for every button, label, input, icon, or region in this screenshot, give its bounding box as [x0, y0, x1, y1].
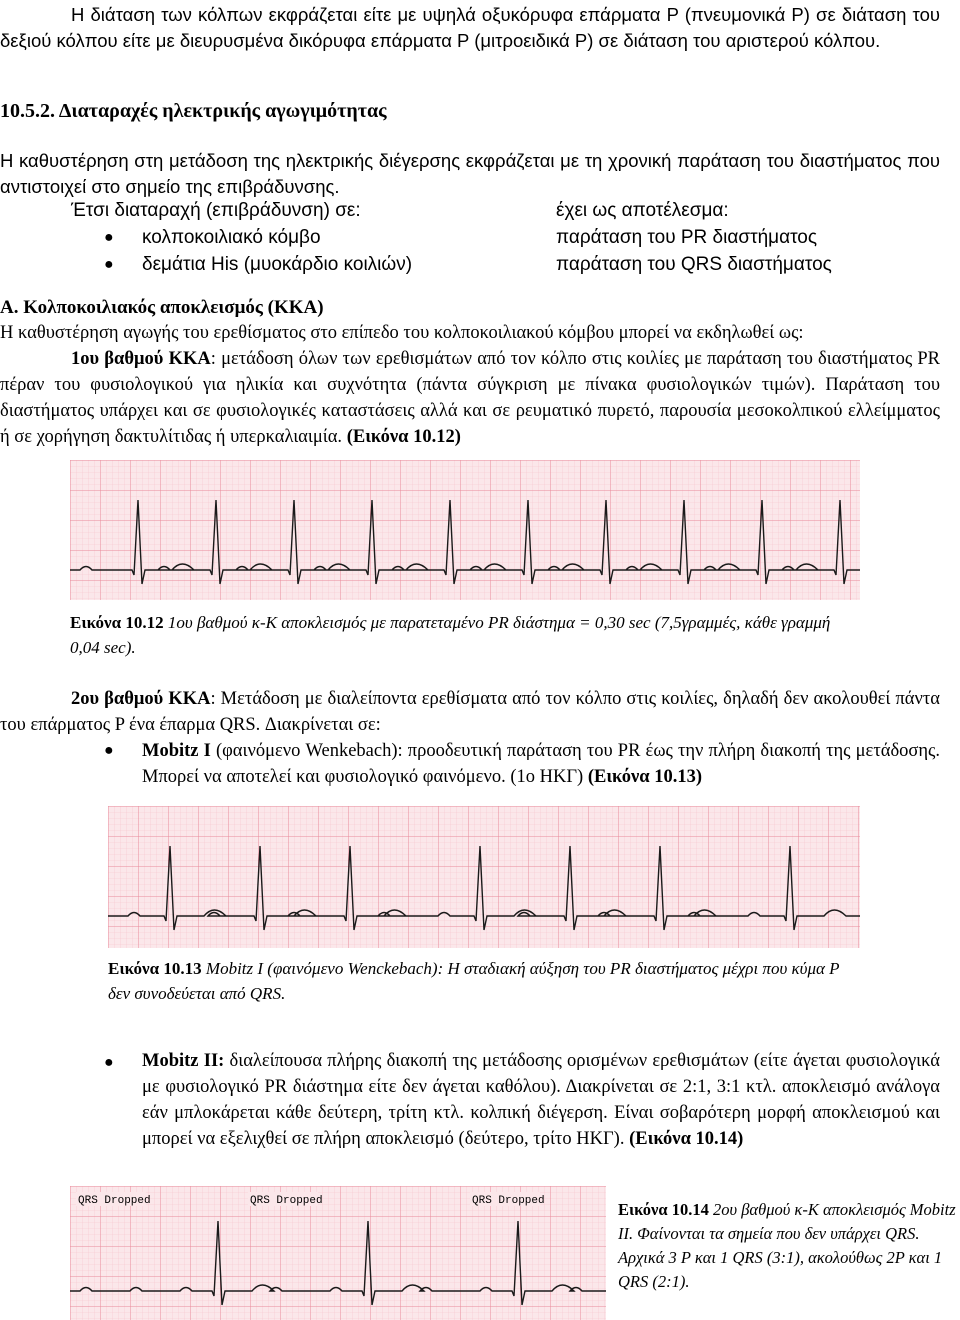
bullet: ● — [104, 256, 114, 273]
bullet: ● — [104, 742, 114, 759]
section-intro: Η καθυστέρηση στη μετάδοση της ηλεκτρικής διέγερσης εκφράζεται με τη χρονική παράταση του διαστήματος που αντιστοιχεί στο σημείο της επιβράδυνσης. — [0, 150, 940, 197]
second-degree-paragraph — [0, 686, 940, 738]
figure-ref: (Εικόνα 10.12) — [346, 427, 461, 447]
mobitz-1-text: (φαινόμενο Wenkebach): προοδευτική παράταση του PR έως την πλήρη διακοπή της μετάδοσης. Μπορεί να αποτελεί και φυσιολογικό φαινόμενο. (1ο ΗΚΓ) — [142, 741, 941, 787]
figure-label: Εικόνα 10.12 — [70, 613, 164, 632]
table-row-left: κολποκοιλιακό κόμβο — [142, 227, 321, 248]
intro-paragraph: Η διάταση των κόλπων εκφράζεται είτε με υψηλά οξυκόρυφα επάρματα P (πνευμονικά P) σε διάταση του δεξιού κόλπου είτε με διευρυσμένα δικόρυφα επάρματα P (μιτροειδικά P) σε διάταση του αριστερού κόλπου. — [0, 4, 940, 51]
figure-caption-10-14 — [618, 1198, 958, 1294]
svg-text:QRS Dropped: QRS Dropped — [78, 1195, 151, 1207]
figure-caption-10-12 — [70, 610, 860, 660]
qrs-dropped-label — [470, 1192, 545, 1207]
table-row-right: παράταση του PR διαστήματος — [556, 227, 818, 248]
second-degree-text: : Μετάδοση με διαλείποντα ερεθίσματα από τον κόλπο στις κοιλίες, δηλαδή δεν ακολουθεί πάντα του επάρματος P ένα έπαρμα QRS. Διακρίνεται σε: — [0, 689, 940, 735]
mobitz-2-label: Mobitz II: — [142, 1051, 225, 1071]
second-degree-label: 2ου βαθμού ΚΚΑ — [71, 689, 211, 709]
first-degree-text: : μετάδοση όλων των ερεθισμάτων από τον κόλπο στις κοιλίες με παράταση του διαστήματος PR πέραν του φυσιολογικού για ηλικία και συχνότητα (πάντα σύγκριση με πίνακα φυσιολογικών τιμών). Παράταση του διαστήματος υπάρχει και σε φυσιολογικές καταστάσεις αλλά και σε ρευματικό πυρετό, παρουσία μεσοκολπικού ελλείμματος ή σε χορήγηση δακτυλίτιδας ή υπερκαλιαιμία. — [0, 349, 940, 447]
figure-ref: (Εικόνα 10.13) — [587, 767, 703, 787]
figure-label: Εικόνα 10.13 — [108, 959, 202, 978]
table-row-right: παράταση του QRS διαστήματος — [556, 254, 832, 275]
bullet: ● — [104, 229, 114, 246]
mobitz-2-paragraph — [142, 1048, 940, 1152]
qrs-dropped-label — [248, 1192, 323, 1207]
svg-text:QRS Dropped: QRS Dropped — [250, 1195, 323, 1207]
figure-caption-text: 2ου βαθμού κ-Κ αποκλεισμός Mobitz II. Φαίνονται τα σημεία που δεν υπάρχει QRS. Αρχικά 3 P και 1 QRS (3:1), ακολούθως 2P και 1 QRS (2:1). — [618, 1200, 956, 1291]
figure-ref: (Εικόνα 10.14) — [629, 1129, 744, 1149]
first-degree-label: 1ου βαθμού ΚΚΑ — [71, 349, 211, 369]
subsection-intro: Η καθυστέρηση αγωγής του ερεθίσματος στο επίπεδο του κολποκοιλιακού κόμβου μπορεί να εκδηλωθεί ως: — [0, 323, 804, 343]
mobitz-1-paragraph — [142, 738, 940, 790]
subsection-heading: Α. Κολποκοιλιακός αποκλεισμός (ΚΚΑ) — [0, 297, 324, 318]
figure-caption-text: Mobitz I (φαινόμενο Wenckebach): Η σταδιακή αύξηση του PR διαστήματος μέχρι που κύμα P δεν συνοδεύεται από QRS. — [108, 959, 840, 1003]
table-row-left: δεμάτια His (μυοκάρδιο κοιλιών) — [142, 254, 413, 275]
mobitz-2-text: διαλείπουσα πλήρης διακοπή της μετάδοσης ορισμένων ερεθισμάτων (είτε άγεται φυσιολογικά με φυσιολογικό PR διάστημα είτε δεν άγεται καθόλου). Διακρίνεται σε 2:1, 3:1 κτλ. αποκλεισμό ανάλογα εάν μπλοκάρεται κάθε δεύτερη, τρίτη κτλ. κολπική διέγερση. Είναι σοβαρότερη μορφή αποκλεισμού και μπορεί να εξελιχθεί σε πλήρη αποκλεισμό (δεύτερο, τρίτο ΗΚΓ). — [142, 1051, 940, 1149]
table-header-left: Έτσι διαταραχή (επιβράδυνση) σε: — [71, 200, 361, 221]
bullet: ● — [104, 1054, 114, 1071]
table-header-right: έχει ως αποτέλεσμα: — [556, 200, 729, 221]
ecg-strip-first-degree — [70, 460, 860, 600]
figure-label: Εικόνα 10.14 — [618, 1200, 709, 1219]
section-heading: 10.5.2. Διαταραχές ηλεκτρικής αγωγιμότητας — [0, 100, 387, 122]
mobitz-1-label: Mobitz I — [142, 741, 211, 761]
figure-caption-text: 1ου βαθμού κ-Κ αποκλεισμός με παρατεταμένο PR διάστημα = 0,30 sec (7,5γραμμές, κάθε γραμμή 0,04 sec). — [70, 613, 831, 657]
ecg-strip-mobitz-2 — [70, 1186, 606, 1320]
svg-text:QRS Dropped: QRS Dropped — [472, 1195, 545, 1207]
first-degree-paragraph — [0, 346, 940, 450]
figure-caption-10-13 — [108, 956, 860, 1006]
ecg-strip-mobitz-1 — [108, 806, 860, 948]
qrs-dropped-label — [76, 1192, 151, 1207]
